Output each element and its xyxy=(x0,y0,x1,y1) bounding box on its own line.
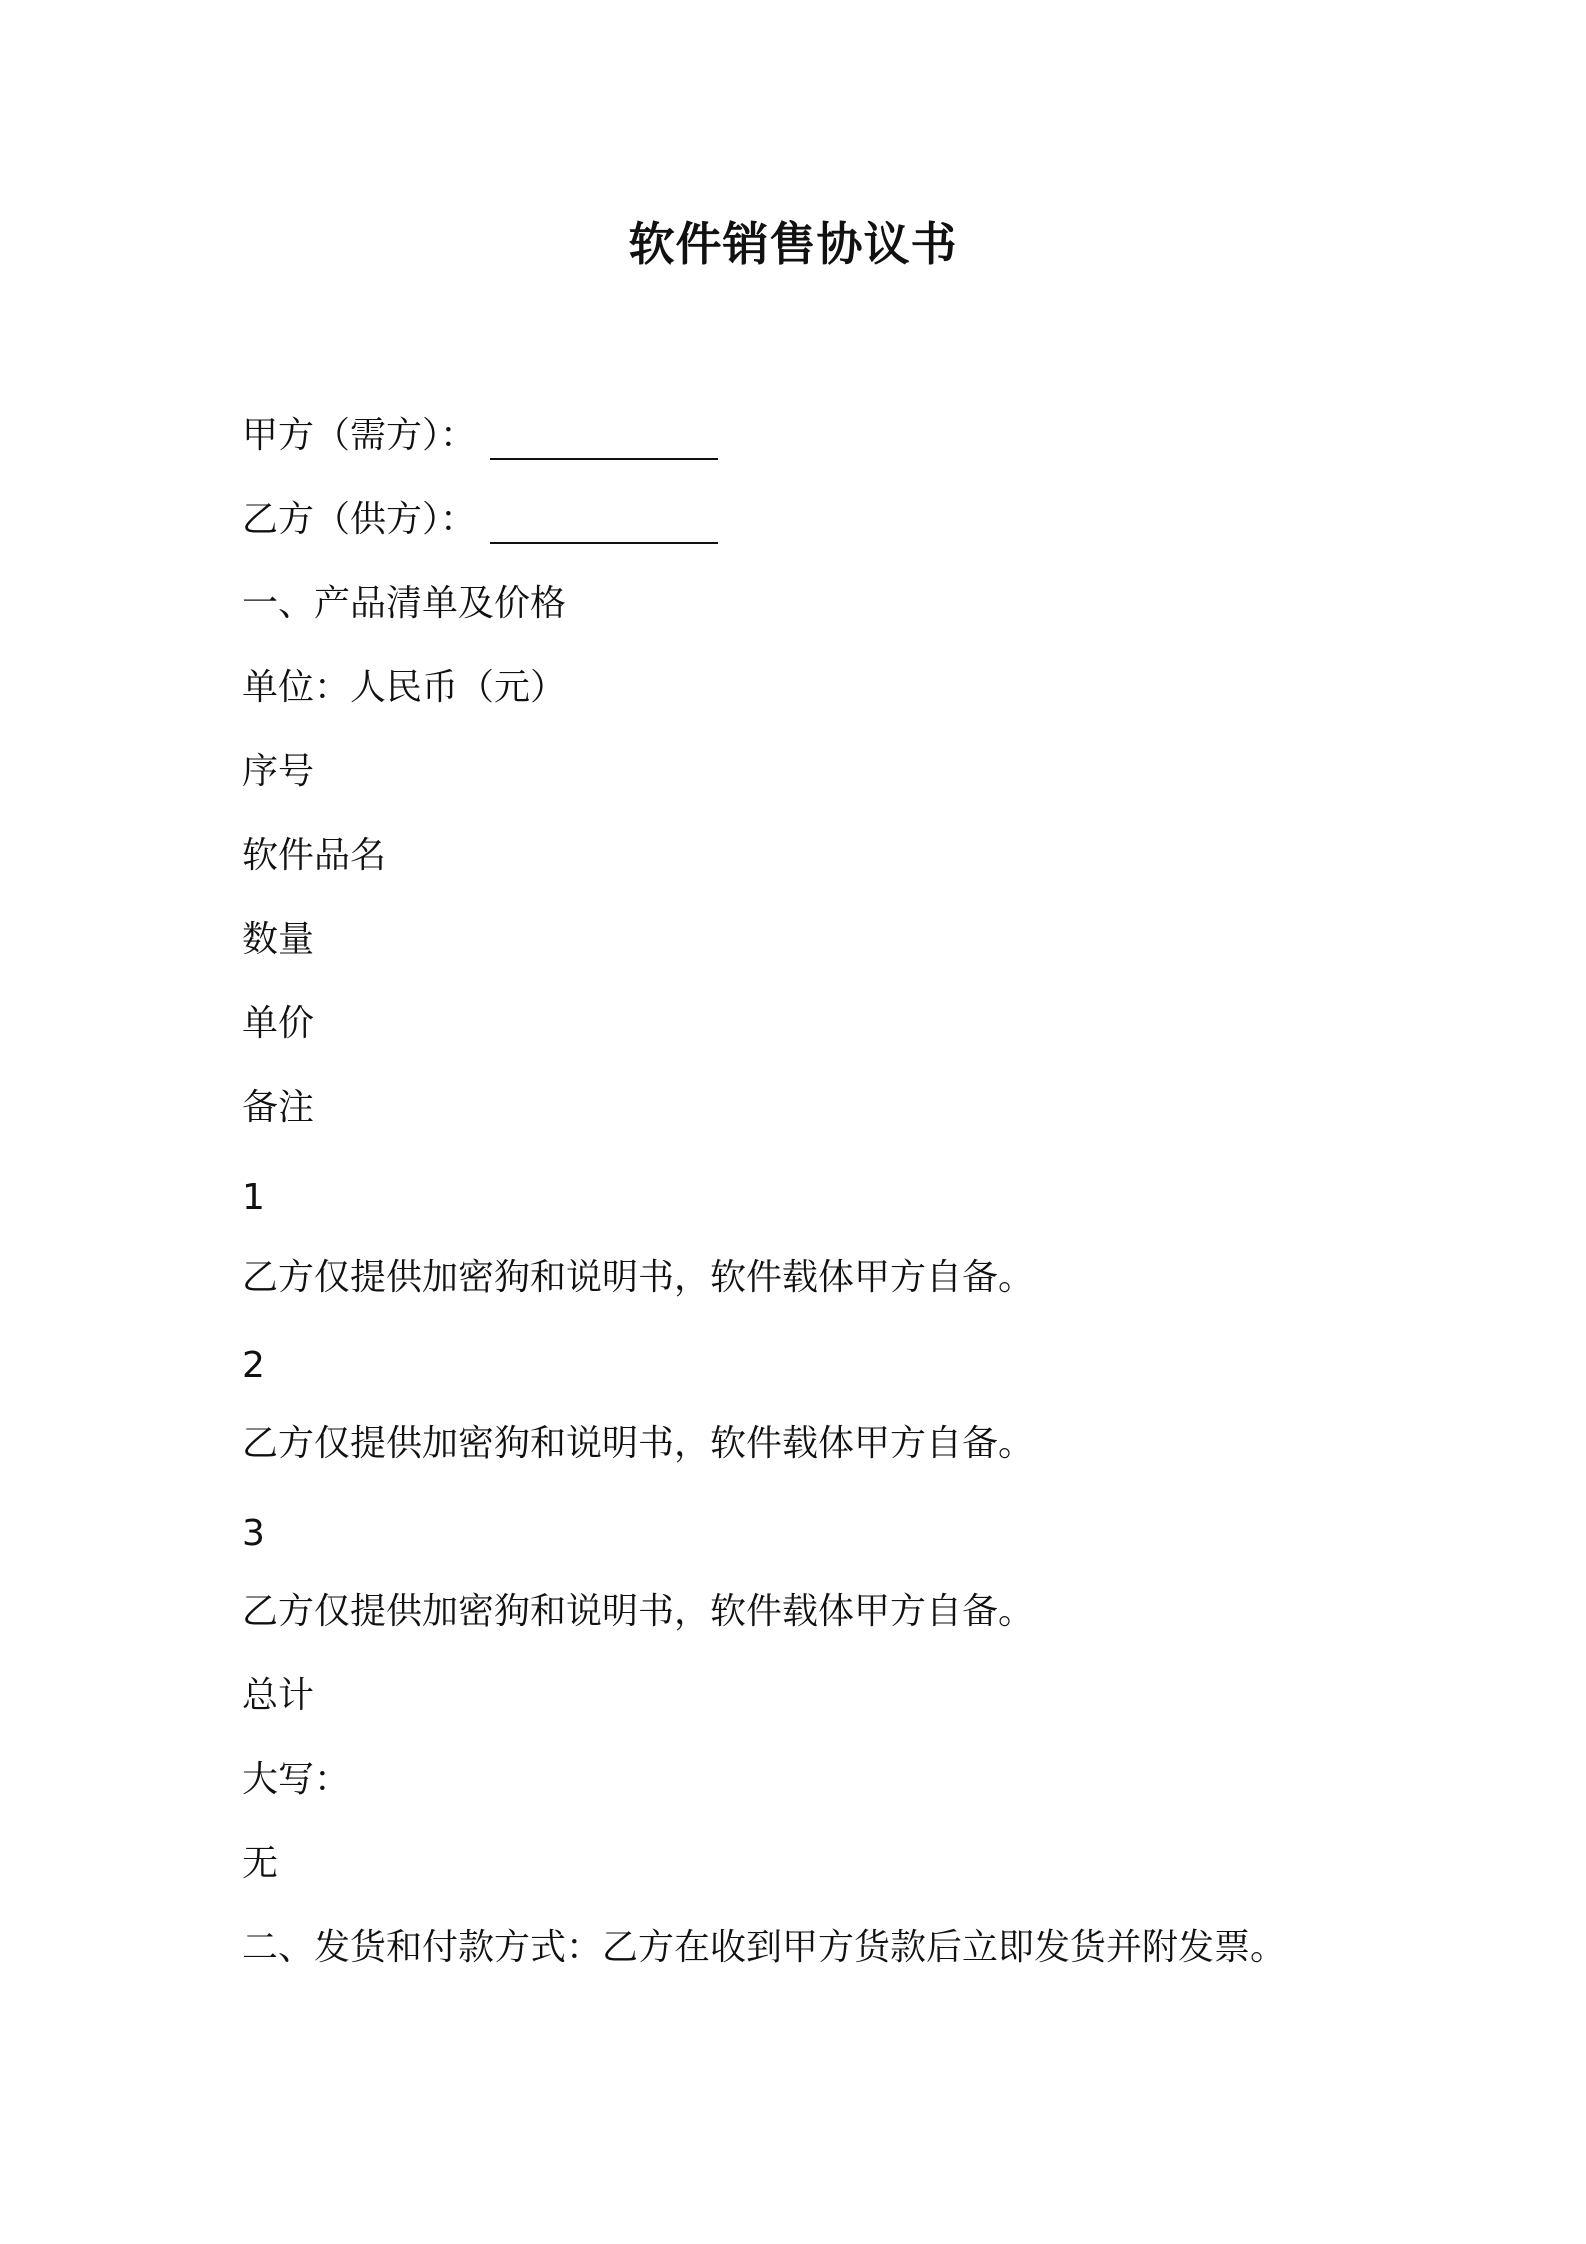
row-1-note: 乙方仅提供加密狗和说明书，软件载体甲方自备。 xyxy=(242,1257,1035,1298)
row-2-note: 乙方仅提供加密狗和说明书，软件载体甲方自备。 xyxy=(242,1423,1035,1464)
column-name-label: 软件品名 xyxy=(242,835,387,876)
party-a-line xyxy=(242,412,718,460)
row-2-index: 2 xyxy=(242,1345,265,1386)
column-price-label: 单价 xyxy=(242,1003,315,1044)
party-a-blank xyxy=(490,414,718,460)
section2-text: 二、发货和付款方式：乙方在收到甲方货款后立即发货并附发票。 xyxy=(242,1927,1287,1968)
column-note-label: 备注 xyxy=(242,1087,315,1128)
section1-heading: 一、产品清单及价格 xyxy=(242,583,567,624)
uppercase-label: 大写： xyxy=(242,1759,351,1800)
column-quantity-label: 数量 xyxy=(242,919,315,960)
row-3-note: 乙方仅提供加密狗和说明书，软件载体甲方自备。 xyxy=(242,1591,1035,1632)
party-b-blank xyxy=(490,498,718,544)
unit-line: 单位：人民币（元） xyxy=(242,667,567,708)
party-b-line xyxy=(242,496,718,544)
column-index-label: 序号 xyxy=(242,751,315,792)
party-b-label: 乙方（供方）： xyxy=(242,499,477,540)
none-text: 无 xyxy=(242,1843,279,1884)
total-label: 总计 xyxy=(242,1675,315,1716)
party-a-label: 甲方（需方）： xyxy=(242,415,477,456)
row-1-index: 1 xyxy=(242,1177,265,1218)
document-title: 软件销售协议书 xyxy=(628,217,958,271)
row-3-index: 3 xyxy=(242,1513,265,1554)
